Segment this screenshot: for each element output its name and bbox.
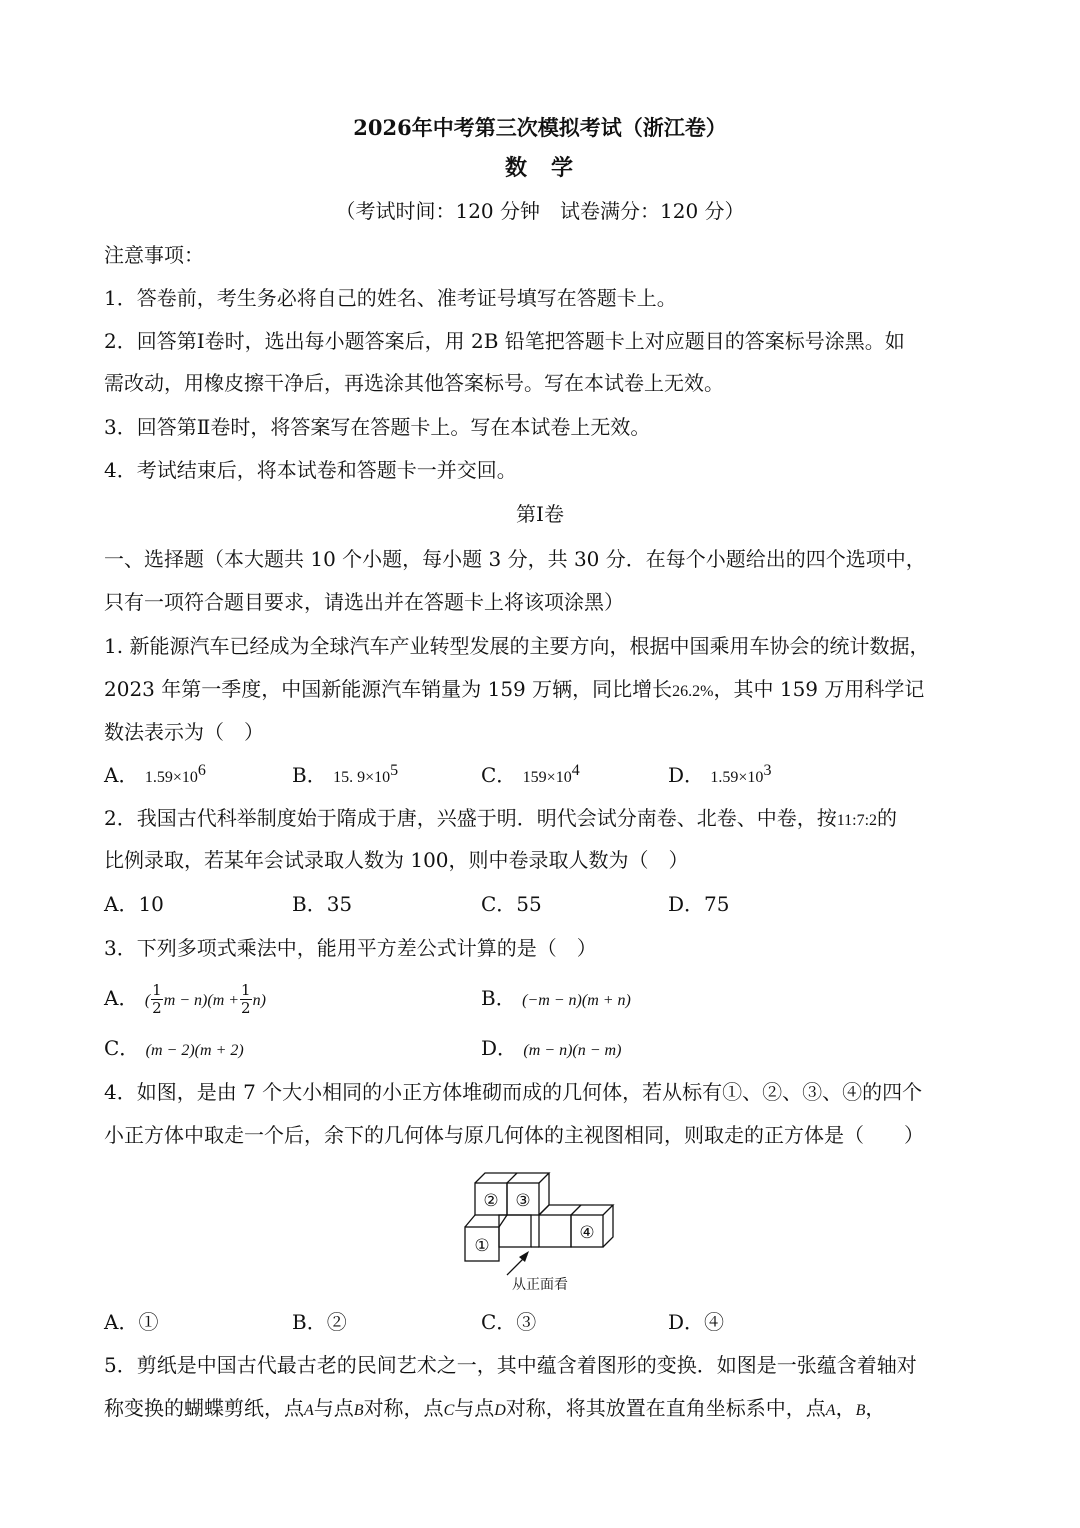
notice-item-2: 2．回答第Ⅰ卷时，选出每小题答案后，用 2B 铅笔把答题卡上对应题目的答案标号涂黑。如 bbox=[104, 329, 905, 353]
q2-option-b[interactable]: B．35 bbox=[292, 892, 353, 916]
growth-rate: 26.2% bbox=[672, 683, 714, 700]
q4-option-a[interactable]: A．① bbox=[104, 1310, 159, 1334]
q5-stem: 5．剪纸是中国古代最古老的民间艺术之一，其中蕴含着图形的变换．如图是一张蕴含着轴对 bbox=[104, 1353, 917, 1377]
q4-stem-cont: 小正方体中取走一个后，余下的几何体与原几何体的主视图相同，则取走的正方体是（ ） bbox=[104, 1123, 924, 1147]
q1-stem-cont: 2023 年第一季度，中国新能源汽车销量为 159 万辆，同比增长26.2%，其中 159 万用科学记 bbox=[104, 677, 925, 701]
q2-option-d[interactable]: D．75 bbox=[668, 892, 730, 916]
section-intro-cont: 只有一项符合题目要求，请选出并在答题卡上将该项涂黑） bbox=[104, 590, 624, 614]
q1-option-b[interactable]: B． 15. $9\times 10^5$ bbox=[292, 762, 399, 787]
section-intro: 一、选择题（本大题共 10 个小题，每小题 3 分，共 30 分．在每个小题给出的四个选项中， bbox=[104, 547, 926, 571]
notice-item-1: 1．答卷前，考生务必将自己的姓名、准考证号填写在答题卡上。 bbox=[104, 286, 677, 310]
cube-label-2: ② bbox=[483, 1191, 499, 1211]
q1-stem: 1. 新能源汽车已经成为全球汽车产业转型发展的主要方向，根据中国乘用车协会的统计数据， bbox=[104, 634, 930, 658]
figure-caption: 从正面看 bbox=[512, 1277, 568, 1293]
q5-stem-cont: 称变换的蝴蝶剪纸，点A与点B对称，点C与点D对称，将其放置在直角坐标系中，点A，B， bbox=[104, 1396, 886, 1420]
q3-option-b[interactable]: B． (−m − n)(m + n) bbox=[481, 986, 631, 1010]
notice-item-3: 3．回答第Ⅱ卷时，将答案写在答题卡上。写在本试卷上无效。 bbox=[104, 415, 651, 439]
q3-stem: 3．下列多项式乘法中，能用平方差公式计算的是（ ） bbox=[104, 936, 597, 960]
q2-stem-cont: 比例录取，若某年会试录取人数为 100，则中卷录取人数为（ ） bbox=[104, 848, 689, 872]
subject-char-1: 数 bbox=[504, 155, 529, 181]
q3-option-a[interactable]: A． ( $\frac{1}{2}$ m − n)(m + $\frac{1}{2}$ n) bbox=[104, 981, 266, 1017]
q2-option-c[interactable]: C．55 bbox=[481, 892, 542, 916]
cube-label-3: ③ bbox=[515, 1191, 531, 1211]
q4-option-c[interactable]: C．③ bbox=[481, 1310, 537, 1334]
q2-stem: 2．我国古代科举制度始于隋成于唐，兴盛于明．明代会试分南卷、北卷、中卷，按11:7:2的 bbox=[104, 806, 898, 830]
q3-option-c[interactable]: C． (m − 2)(m + 2) bbox=[104, 1036, 244, 1060]
exam-info: （考试时间：120 分钟 试卷满分：120 分） bbox=[335, 199, 745, 223]
notice-heading: 注意事项： bbox=[104, 243, 204, 267]
q1-option-a[interactable]: A． $1.59\times 10^6$ bbox=[104, 762, 206, 787]
q1-stem-end: 数法表示为（ ） bbox=[104, 720, 264, 744]
notice-item-4: 4．考试结束后，将本试卷和答题卡一并交回。 bbox=[104, 458, 517, 482]
q1-option-d[interactable]: D． $1.59\times 10^3$ bbox=[668, 762, 772, 787]
cube-stack-figure bbox=[455, 1165, 625, 1295]
q2-option-a[interactable]: A．10 bbox=[104, 892, 164, 916]
q4-stem: 4．如图，是由 7 个大小相同的小正方体堆砌而成的几何体，若从标有①、②、③、④的四个 bbox=[104, 1080, 923, 1104]
arrow-head-icon bbox=[519, 1251, 529, 1262]
subject-heading bbox=[0, 154, 1080, 182]
q4-option-b[interactable]: B．② bbox=[292, 1310, 347, 1334]
ratio: 11:7:2 bbox=[836, 812, 878, 829]
exam-title: 2026年中考第三次模拟考试（浙江卷） bbox=[353, 115, 727, 140]
q4-option-d[interactable]: D．④ bbox=[668, 1310, 725, 1334]
q1-option-c[interactable]: C． $159\times 10^4$ bbox=[481, 762, 580, 787]
q3-option-d[interactable]: D． (m − n)(n − m) bbox=[481, 1036, 622, 1060]
volume-heading: 第Ⅰ卷 bbox=[516, 502, 564, 526]
notice-item-2-cont: 需改动，用橡皮擦干净后，再选涂其他答案标号。写在本试卷上无效。 bbox=[104, 371, 724, 395]
cube-label-4: ④ bbox=[579, 1223, 595, 1243]
subject-char-2: 学 bbox=[551, 155, 576, 181]
cube-label-1: ① bbox=[474, 1236, 490, 1256]
